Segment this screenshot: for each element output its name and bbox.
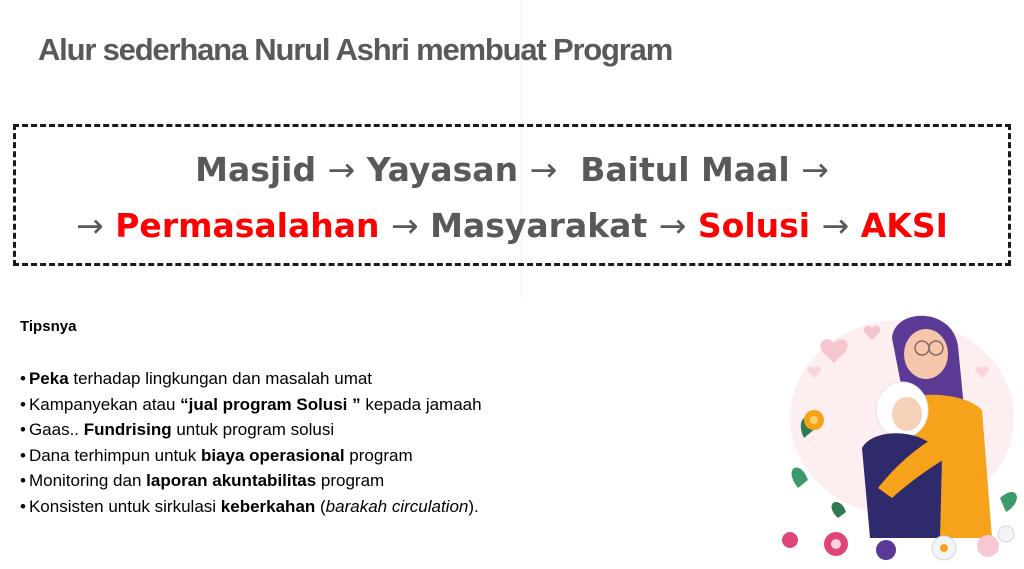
flower-icon — [998, 526, 1014, 542]
flow-step-yayasan: Yayasan — [366, 150, 519, 189]
list-item — [20, 494, 482, 520]
tip-bold-text: Peka — [28, 369, 69, 388]
flow-line-2 — [0, 206, 1024, 245]
flow-arrow: → — [391, 206, 419, 245]
tip-text: Monitoring dan — [28, 471, 147, 490]
tip-text: program — [316, 471, 385, 490]
tip-bold-text: “jual program Solusi ” — [180, 394, 361, 414]
flower-center — [940, 544, 948, 552]
tip-text: Dana terhimpun untuk — [28, 445, 201, 465]
flow-step-permasalahan: Permasalahan — [115, 206, 380, 245]
tip-text: Gaas.. — [28, 420, 84, 439]
leaf-icon — [832, 502, 846, 518]
list-item — [20, 443, 482, 469]
leaf-icon — [792, 468, 808, 488]
tip-bold-text: laporan akuntabilitas — [146, 471, 317, 490]
child-face — [892, 397, 922, 431]
list-item — [20, 366, 482, 392]
flow-step-aksi: AKSI — [860, 206, 948, 245]
bullet-icon: • — [20, 496, 26, 516]
list-item — [20, 468, 482, 494]
tip-bold-text: Fundrising — [83, 420, 172, 439]
flower-icon — [977, 535, 999, 557]
tip-italic-text: barakah circulation — [325, 496, 469, 516]
tip-text: ). — [468, 496, 479, 516]
flow-arrow: → — [821, 206, 850, 245]
flow-arrow: → — [76, 206, 104, 245]
flow-arrow: → — [658, 206, 687, 245]
flow-step-solusi: Solusi — [697, 206, 811, 245]
flow-step-masyarakat: Masyarakat — [430, 206, 648, 245]
bullet-icon: • — [20, 445, 26, 465]
flow-step-masjid: Masjid — [195, 150, 317, 189]
tip-text: terhadap lingkungan dan masalah umat — [68, 369, 373, 388]
flow-arrow: → — [801, 150, 829, 189]
tip-text: untuk program solusi — [171, 420, 335, 439]
flower-center — [831, 539, 841, 549]
page-title: Alur sederhana Nurul Ashri membuat Program — [38, 32, 673, 67]
tip-text: Konsisten untuk sirkulasi — [28, 496, 221, 516]
bullet-icon: • — [20, 369, 26, 388]
flow-arrow: → — [529, 150, 558, 189]
tip-bold-text: keberkahan — [220, 496, 316, 516]
flower-icon — [782, 532, 798, 548]
bullet-icon: • — [20, 394, 26, 414]
flower-center — [810, 416, 818, 424]
tip-text: ( — [315, 496, 326, 516]
bullet-icon: • — [20, 471, 26, 490]
tips-heading: Tipsnya — [20, 318, 77, 335]
tip-text: Kampanyekan atau — [28, 394, 181, 414]
mother-hugging-child-illustration — [774, 298, 1024, 569]
flow-line-1 — [0, 150, 1024, 189]
list-item — [20, 392, 482, 418]
flow-step-baitul-maal: Baitul Maal — [580, 150, 790, 189]
bullet-icon: • — [20, 420, 26, 439]
leaf-icon — [1000, 492, 1017, 512]
tip-text: program — [344, 445, 413, 465]
flower-icon — [876, 540, 896, 560]
tip-bold-text: biaya operasional — [200, 445, 345, 465]
list-item — [20, 417, 482, 443]
tip-text: kepada jamaah — [360, 394, 482, 414]
flow-arrow: → — [327, 150, 356, 189]
tips-list — [20, 366, 482, 519]
